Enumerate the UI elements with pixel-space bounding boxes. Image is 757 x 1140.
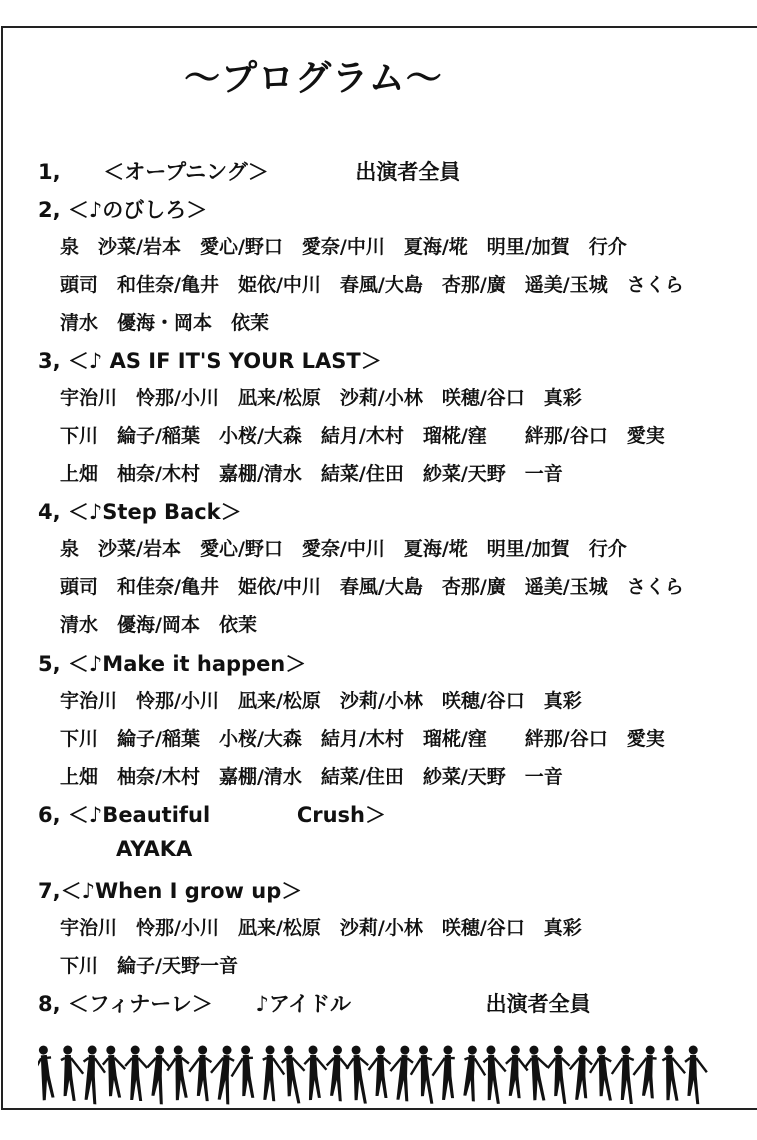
performer-list-line: 泉 沙菜/岩本 愛心/野口 愛奈/中川 夏海/埖 明里/加賀 行介 (60, 538, 627, 560)
performer-list-line: 宇治川 怜那/小川 凪来/松原 沙莉/小林 咲穂/谷口 真彩 (60, 690, 582, 712)
program-item-4 (38, 496, 242, 526)
program-item-1 (38, 156, 460, 186)
dancer-silhouette (304, 1045, 327, 1100)
dancer-silhouette (684, 1045, 707, 1104)
dancer-silhouettes-illustration (38, 1040, 714, 1110)
program-item-6 (38, 799, 386, 829)
page-title: ～プログラム～ (184, 58, 443, 99)
item-song: ♪アイドル (255, 992, 351, 1016)
dancer-silhouette (61, 1045, 84, 1101)
item-title-part: ＜♪Beautiful (67, 803, 211, 827)
dancer-silhouette (432, 1045, 455, 1100)
program-item-7 (38, 875, 302, 905)
performer-list-line: 下川 綸子/稲葉 小桜/大森 結月/木村 瑠椛/窪 絆那/谷口 愛実 (60, 425, 665, 447)
dancer-silhouette (125, 1046, 147, 1102)
item-title: ＜フィナーレ＞ (67, 992, 213, 1016)
program-item-8 (38, 988, 591, 1018)
dancer-silhouette (505, 1045, 529, 1098)
item-number: 2, (38, 198, 61, 222)
dancer-silhouette (612, 1046, 634, 1105)
dancer-silhouette (568, 1045, 593, 1101)
dancer-silhouette (461, 1045, 488, 1102)
performer-list-line: 清水 優海/岡本 依茉 (60, 614, 257, 636)
dancer-silhouette (231, 1045, 255, 1098)
performer-list-line: 下川 綸子/稲葉 小桜/大森 結月/木村 瑠椛/窪 絆那/谷口 愛実 (60, 728, 665, 750)
item-title: ＜♪ AS IF IT'S YOUR LAST＞ (67, 349, 382, 373)
item-title: ＜♪Step Back＞ (67, 500, 242, 524)
performer-list-line: 宇治川 怜那/小川 凪来/松原 沙莉/小林 咲穂/谷口 真彩 (60, 387, 582, 409)
performer-list-line: 下川 綸子/天野一音 (60, 955, 238, 977)
dancer-silhouette (483, 1045, 507, 1104)
item-title: ＜オープニング＞ (103, 160, 269, 184)
dancer-silhouette (189, 1045, 212, 1101)
dancer-silhouette (345, 1045, 371, 1105)
dancer-silhouette (38, 1045, 55, 1101)
item-title: ＜♪When I grow up＞ (60, 879, 303, 903)
dancer-silhouette (166, 1045, 191, 1101)
dancer-silhouette (81, 1045, 106, 1105)
dancer-silhouette (369, 1046, 391, 1099)
dancer-silhouette (588, 1045, 614, 1102)
performer-list-line: 清水 優海・岡本 依茉 (60, 312, 270, 334)
program-item-5 (38, 648, 306, 678)
performer-list-line: 泉 沙菜/岩本 愛心/野口 愛奈/中川 夏海/埖 明里/加賀 行介 (60, 236, 627, 258)
dancer-silhouette (145, 1045, 171, 1105)
item-note: 出演者全員 (355, 160, 461, 184)
dancer-silhouette (208, 1044, 235, 1104)
item-number: 4, (38, 500, 61, 524)
performer-list-line: 宇治川 怜那/小川 凪来/松原 沙莉/小林 咲穂/谷口 真彩 (60, 917, 582, 939)
program-item-3 (38, 345, 382, 375)
dancer-silhouette (632, 1045, 658, 1099)
performer-list-line: 上畑 柚奈/木村 嘉棚/清水 結菜/住田 紗菜/天野 一音 (60, 766, 563, 788)
page-frame (1, 26, 757, 1110)
performer-name: AYAKA (116, 837, 193, 861)
item-number: 5, (38, 652, 61, 676)
program-item-2 (38, 194, 207, 224)
item-title: ＜♪Make it happen＞ (67, 652, 307, 676)
item-number: 1, (38, 160, 61, 184)
dancer-silhouette (409, 1045, 434, 1105)
dancer-silhouette (524, 1045, 551, 1102)
item-number: 8, (38, 992, 61, 1016)
dancer-silhouette (662, 1045, 687, 1102)
item-number: 7, (38, 879, 61, 903)
item-note: 出演者全員 (485, 992, 591, 1016)
dancer-silhouette (325, 1045, 350, 1102)
item-title: ＜♪のびしろ＞ (67, 198, 208, 222)
performer-list-line: 上畑 柚奈/木村 嘉棚/清水 結菜/住田 紗菜/天野 一音 (60, 463, 563, 485)
performer-list-line: 頭司 和佳奈/亀井 姫依/中川 春風/大島 杏那/廣 遥美/玉城 さくら (60, 274, 684, 296)
dancer-silhouette (388, 1045, 414, 1102)
item-number: 3, (38, 349, 61, 373)
dancer-silhouette (280, 1044, 307, 1104)
dancer-silhouette (261, 1045, 285, 1101)
dancer-silhouette (547, 1045, 570, 1104)
performer-list-line: 頭司 和佳奈/亀井 姫依/中川 春風/大島 杏那/廣 遥美/玉城 さくら (60, 576, 684, 598)
item-number: 6, (38, 803, 61, 827)
item-title-part: Crush＞ (296, 803, 386, 827)
